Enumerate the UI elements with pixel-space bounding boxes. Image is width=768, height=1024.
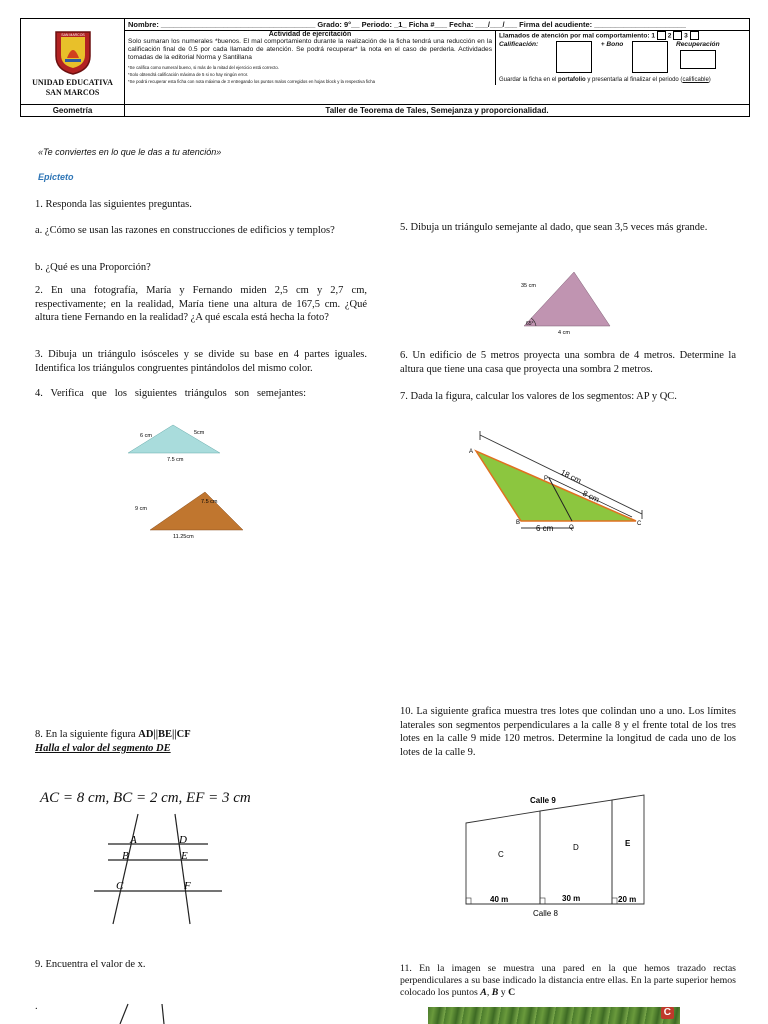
question-6: 6. Un edificio de 5 metros proyecta una sombra de 4 metros. Determine la altura que tiene una casa que proyecta una sombra 2 metros. [400,350,736,375]
triangle-7-figure [460,428,660,538]
q7-label-q: Q [569,525,574,531]
q8-text: 8. En la siguiente figura [35,729,139,740]
lot-e [612,795,644,904]
q9-figure [100,1000,180,1024]
triangle-5-figure [512,268,622,340]
question-8 [35,728,367,742]
lots-figure [460,790,650,922]
t1-base-label: 7.5 cm [167,457,184,463]
header-table [20,18,750,117]
svg-text:SAN MARCOS: SAN MARCOS [60,32,85,37]
llamados-2-label: 2 [667,32,672,40]
activity-info [125,31,496,85]
guardar-pre: Guardar la ficha en el [499,77,559,83]
parallel-lines-figure [80,812,240,927]
question-4: 4. Verifica que los siguientes triángulos son semejantes: [35,388,307,399]
q8-parallel: AD||BE||CF [138,729,191,740]
t2-left-label: 9 cm [135,506,147,512]
lot-label-20: 20 m [618,895,637,904]
q11-point-b: B [491,987,499,998]
note-3: *Se podrá recuperar esta ficha con nota máxima de 3 entregando los puntos malos corregidos en hojas block y la respectiva ficha [128,79,375,84]
llamado-1-checkbox[interactable] [657,31,666,40]
t2-base-label: 11.25cm [173,534,194,540]
calificacion-label: Calificación: [499,41,539,48]
q7-label-8: 8 cm [581,488,601,505]
llamado-3-checkbox[interactable] [690,31,699,40]
q8-label-f: F [184,880,191,892]
wall-image [428,1007,680,1024]
question-5: 5. Dibuja un triángulo semejante al dado, que sean 3,5 veces más grande. [400,222,708,233]
llamados-3-label: 3 [684,32,688,40]
t2-right-label: 7.5 cm [201,499,218,505]
calificacion-box[interactable] [556,41,592,73]
question-9-dot: . [35,1001,38,1012]
note-2: *Solo obtendrá calificación máxima de 5 si no hay ningún error. [128,72,249,77]
llamado-2-checkbox[interactable] [673,31,682,40]
question-11 [400,963,736,999]
t5-angle-label: 65° [526,321,534,327]
subject-cell: Geometría [21,105,125,117]
bono-label: + Bono [600,41,624,48]
t5-base-label: 4 cm [558,330,570,336]
guardar-bold: portafolio [558,77,586,83]
q8-label-e: E [181,850,188,862]
q8-label-b: B [122,850,129,862]
question-1b: b. ¿Qué es una Proporción? [35,262,151,273]
lot-d [540,800,612,904]
t1-left-label: 6 cm [140,433,152,439]
question-2: 2. En una fotografía, María y Fernando miden 2,5 cm y 2,7 cm, respectivamente; en la realidad, María tiene una altura de 167,5 cm. ¿Qué altura tiene Fernando en la realidad? ¿A qué escala está hecha la foto? [35,285,367,323]
lot-calle-8: Calle 8 [533,909,558,918]
grading-info [496,31,749,85]
triangle-2-figure [110,488,250,543]
lot-label-c: C [498,850,504,859]
lot-label-30: 30 m [562,894,581,903]
lot-calle-9: Calle 9 [530,796,556,805]
question-7: 7. Dada la figura, calcular los valores de los segmentos: AP y QC. [400,391,677,402]
triangle-1-figure [110,418,230,468]
question-8-subtitle: Halla el valor del segmento DE [35,743,171,754]
question-1a: a. ¿Cómo se usan las razones en construcciones de edificios y templos? [35,225,335,236]
activity-title: Actividad de ejercitación [268,31,352,38]
q8-label-c: C [116,880,124,892]
q7-label-b: B [516,520,521,526]
triangle-7 [476,451,636,521]
triangle-1 [128,425,220,453]
q11-point-a: A [480,987,487,998]
grade-boxes-row [499,41,746,73]
activity-text: Solo sumaran los numerales *buenos. El mal comportamiento durante la realización de la ficha tendrá una reducción en la calificación final de 0.5 por cada llamado de atención. Se podrá recuperar* la nota en el caso de perderla. Actividades tomadas de la editorial Norma y Santillana [128,38,492,61]
lot-label-40: 40 m [490,895,509,904]
guardar-mid: y presentarla al finalizar el periodo ( [585,77,683,83]
q8-equation: AC = 8 cm, BC = 2 cm, EF = 3 cm [40,790,251,806]
school-cell [21,19,125,105]
question-10: 10. La siguiente grafica muestra tres lotes que colindan uno a uno. Los límites laterales son segmentos perpendiculares a la calle 8 y el frente total de los tres lotes en la calle 9 mide 120 metros. Determine la longitud de cada uno de los lotes de la calle 9. [400,706,736,758]
quote-author: Epicteto [38,172,74,182]
recuperacion-label: Recuperación [676,41,720,48]
triangle-2 [150,492,243,530]
school-name-line2: SAN MARCOS [45,87,100,97]
t5-side-label: 35 cm [521,283,536,289]
recuperacion-box[interactable] [680,50,716,69]
school-crest-icon [53,28,93,76]
question-3: 3. Dibuja un triángulo isósceles y se divide su base en 4 partes iguales. Identifica los triángulos congruentes pintándolos del mismo color. [35,349,367,374]
q7-label-a: A [469,449,474,455]
header-main-cell [125,19,750,105]
q7-label-6: 6 cm [536,524,554,533]
q8-label-d: D [179,834,187,846]
question-9: 9. Encuentra el valor de x. [35,959,146,970]
lot-label-e: E [625,839,631,848]
bono-box[interactable] [632,41,668,73]
q11-sep-2: y [498,987,509,998]
q11-point-c: C [508,987,516,998]
school-name-line1: UNIDAD EDUCATIVA [32,77,113,87]
q11-sep-1: , [486,987,492,998]
guardar-text [499,77,746,83]
student-info-line: Nombre: _____________________________________ Grado: 9°__ Periodo: _1_ Ficha #___ Fecha: ___/___/___ Firma del acudiente: ______________________ [125,19,749,31]
t1-right-label: 5cm [194,430,205,436]
q11-text: 11. En la imagen se muestra una pared en la que hemos trazado rectas perpendiculares a su base indicado la distancia entre ellas. En la parte superior hemos colocado los puntos [400,963,736,998]
guardar-calificable: calificable [682,77,709,83]
question-1: 1. Responda las siguientes preguntas. [35,199,192,210]
workshop-title: Taller de Teorema de Tales, Semejanza y proporcionalidad. [125,105,750,117]
q7-label-p: P [544,476,549,482]
note-1: *Se califica como numeral bueno, si más de la mitad del ejercicio está correcto. [128,65,279,70]
lot-label-d: D [573,843,579,852]
guardar-post: ) [708,77,711,83]
wall-label-c: C [661,1007,674,1019]
llamados-label: Llamados de atención por mal comportamiento: 1 [499,32,656,40]
quote: «Te conviertes en lo que le das a tu atención» [38,147,222,157]
q7-label-18: 18 cm [559,467,583,486]
triangle-5 [524,272,610,326]
llamados-row [499,31,746,40]
q8-label-a: A [130,834,137,846]
q7-label-c: C [637,521,642,527]
